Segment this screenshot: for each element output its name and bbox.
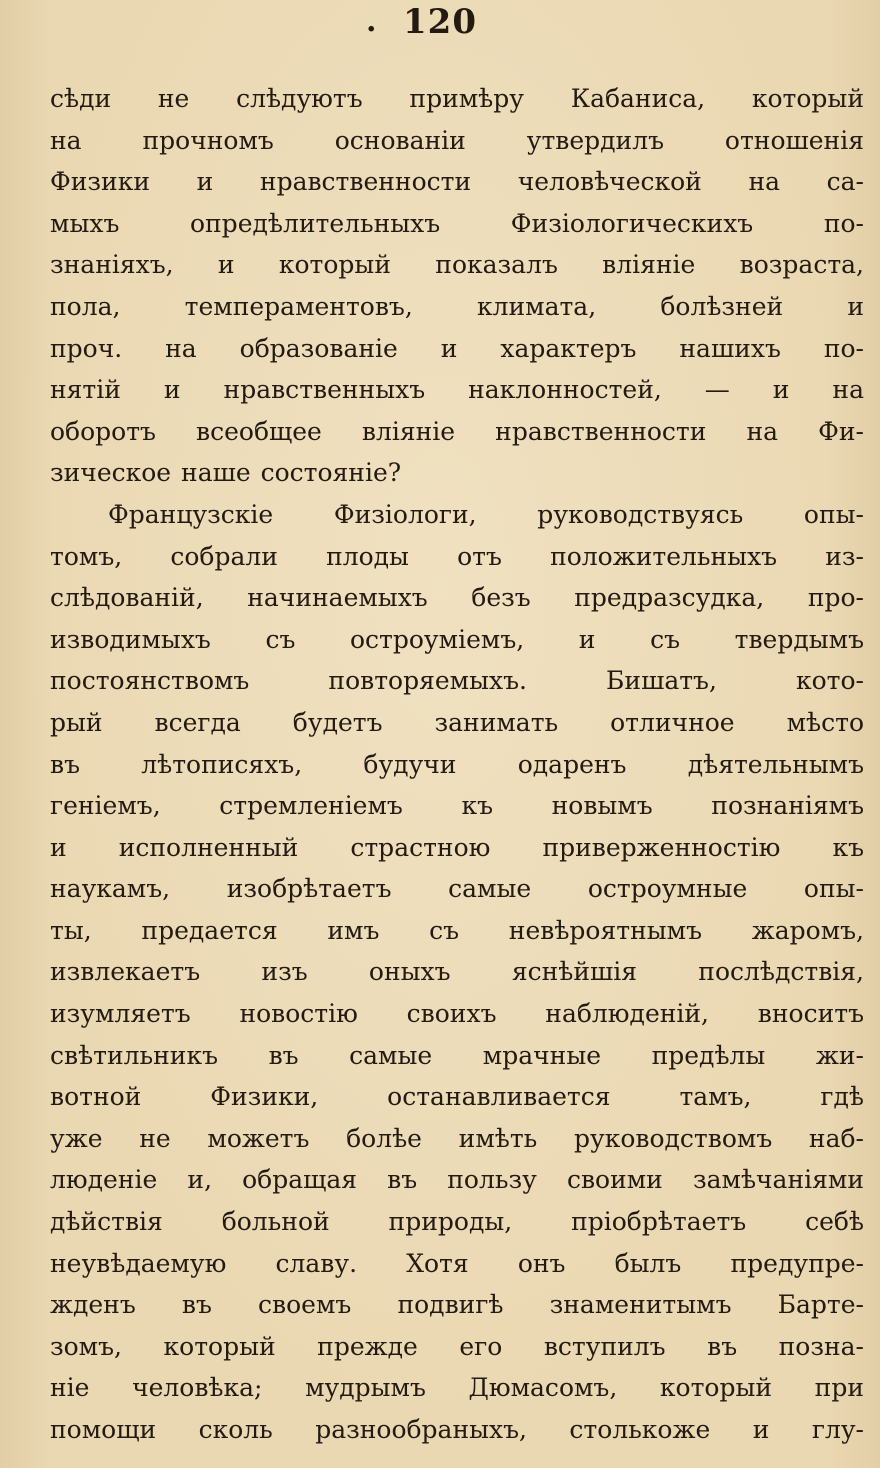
text-line: наукамъ, изобрѣтаетъ самые остроумные опы- bbox=[50, 874, 864, 904]
text-line: геніемъ, стремленіемъ къ новымъ познаніямъ bbox=[50, 791, 864, 821]
text-line: проч. на образованіе и характеръ нашихъ по- bbox=[50, 333, 864, 363]
text-line: на прочномъ основаніи утвердилъ отношенія bbox=[50, 125, 864, 155]
text-line: слѣдованій, начинаемыхъ безъ предразсудка, про- bbox=[50, 583, 864, 613]
text-line: дѣйствія больной природы, пріобрѣтаетъ себѣ bbox=[50, 1207, 864, 1237]
text-line: мыхъ опредѣлительныхъ Физіологическихъ по- bbox=[50, 208, 864, 238]
text-line: Физики и нравственности человѣческой на са- bbox=[50, 167, 864, 197]
text-line: свѣтильникъ въ самые мрачные предѣлы жи- bbox=[50, 1040, 864, 1070]
text-line: жденъ въ своемъ подвигѣ знаменитымъ Барте- bbox=[50, 1290, 864, 1320]
text-line: изводимыхъ съ остроуміемъ, и съ твердымъ bbox=[50, 624, 864, 654]
page-dot-mark: . bbox=[366, 4, 377, 39]
text-line: люденіе и, обращая въ пользу своими замѣчаніями bbox=[50, 1165, 864, 1195]
text-line: постоянствомъ повторяемыхъ. Бишатъ, кото- bbox=[50, 666, 864, 696]
text-line: сѣди не слѣдуютъ примѣру Кабаниса, который bbox=[50, 84, 864, 113]
text-line: извлекаетъ изъ оныхъ яснѣйшія послѣдствія, bbox=[50, 957, 864, 987]
text-line: зическое наше состояніе? bbox=[50, 458, 402, 488]
text-line: Французскіе Физіологи, руководствуясь опы- bbox=[108, 499, 864, 529]
text-line: изумляетъ новостію своихъ наблюденій, вноситъ bbox=[50, 999, 864, 1029]
text-line: зомъ, который прежде его вступилъ въ позна- bbox=[50, 1331, 864, 1361]
text-line: ты, предается имъ съ невѣроятнымъ жаромъ, bbox=[50, 915, 864, 945]
text-line: ніе человѣка; мудрымъ Дюмасомъ, который при bbox=[50, 1373, 864, 1403]
text-line: знаніяхъ, и который показалъ вліяніе возраста, bbox=[50, 250, 864, 280]
paragraph-french-physiologists bbox=[50, 494, 864, 1451]
text-line: томъ, собрали плоды отъ положительныхъ из- bbox=[50, 541, 864, 571]
text-line: уже не можетъ болѣе имѣть руководствомъ наб- bbox=[50, 1123, 864, 1153]
text-line: неувѣдаемую славу. Хотя онъ былъ предупре- bbox=[50, 1248, 864, 1278]
text-line: помощи сколь разнообраныхъ, столькоже и глу- bbox=[50, 1415, 864, 1444]
text-line: пола, темпераментовъ, климата, болѣзней и bbox=[50, 291, 864, 321]
body-text bbox=[50, 78, 864, 1451]
text-line: рый всегда будетъ занимать отличное мѣсто bbox=[50, 707, 864, 737]
text-line: вотной Физики, останавливается тамъ, гдѣ bbox=[50, 1082, 864, 1112]
page-number: 120 bbox=[403, 2, 477, 42]
text-line: въ лѣтописяхъ, будучи одаренъ дѣятельнымъ bbox=[50, 749, 864, 779]
paragraph-continuation bbox=[50, 78, 864, 494]
text-line: нятій и нравственныхъ наклонностей, — и на bbox=[50, 375, 864, 405]
text-line: и исполненный страстною приверженностію къ bbox=[50, 832, 864, 862]
text-line: оборотъ всеобщее вліяніе нравственности на Фи- bbox=[50, 416, 864, 446]
